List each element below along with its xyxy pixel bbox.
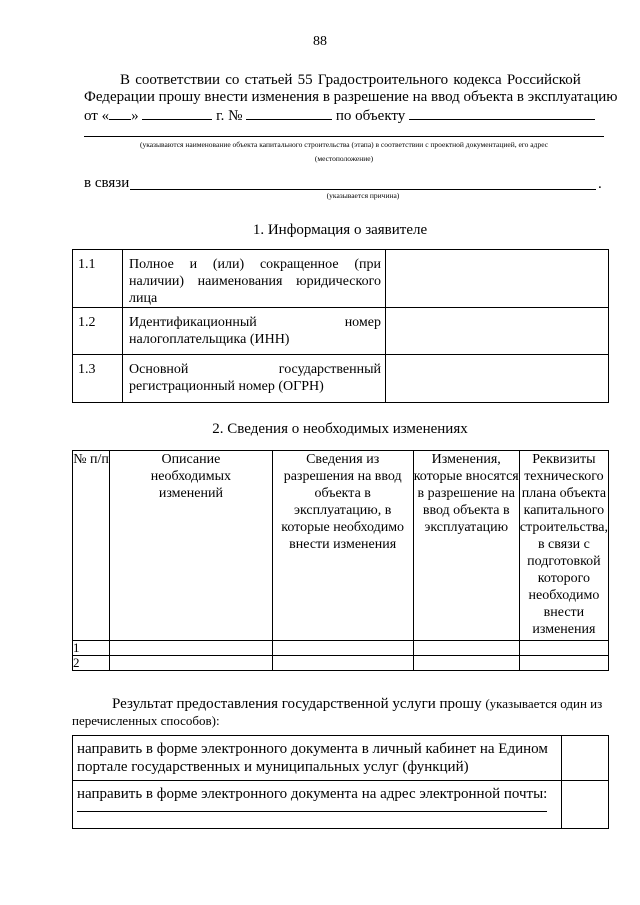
result-options-table — [72, 735, 609, 829]
email-address-field[interactable] — [77, 803, 547, 812]
section1-title: 1. Информация о заявителе — [252, 222, 428, 238]
option-checkbox-portal[interactable] — [562, 736, 609, 781]
table-header-row — [73, 451, 609, 641]
cell-description[interactable] — [110, 641, 273, 656]
reason-line[interactable] — [130, 189, 596, 190]
result-note-b: перечисленных способов): — [72, 713, 220, 728]
date-day-field[interactable] — [109, 107, 131, 120]
object-label: по объекту — [335, 108, 406, 124]
col-header-permit-info: Сведения из разрешения на ввод объекта в эксплуатацию, в которые необходимо внести изменения — [272, 451, 413, 641]
reason-note: (указывается причина) — [326, 191, 400, 200]
row-number: 1 — [73, 641, 110, 656]
page-number: 88 — [313, 34, 327, 49]
table-row — [73, 308, 609, 355]
cell-description[interactable] — [110, 656, 273, 671]
row-label: Основной государственный регистрационный номер (ОГРН) — [123, 355, 386, 403]
date-month-field[interactable] — [142, 107, 212, 120]
object-name-line[interactable] — [84, 136, 604, 137]
option-label-email: направить в форме электронного документа на адрес электронной почты: — [77, 786, 548, 802]
table-row — [73, 656, 609, 671]
reason-period: . — [598, 176, 602, 192]
col-header-description: Описание необходимых изменений — [110, 451, 273, 641]
cell-tech-plan[interactable] — [519, 656, 608, 671]
table-row — [73, 250, 609, 308]
cell-permit-info[interactable] — [272, 656, 413, 671]
table-row — [73, 355, 609, 403]
changes-table — [72, 450, 609, 671]
row-label: Полное и (или) сокращенное (при наличии) наименования юридического лица — [123, 250, 386, 308]
result-option-row — [73, 781, 609, 829]
col-header-changes: Изменения, которые вносятся в разрешение на ввод объекта в эксплуатацию — [413, 451, 519, 641]
year-number-label: г. № — [216, 108, 243, 124]
table-row — [73, 641, 609, 656]
applicant-info-table — [72, 249, 609, 403]
col-header-number: № п/п — [73, 451, 110, 641]
result-note-a: (указывается один из — [485, 696, 603, 711]
location-note: (местоположение) — [314, 154, 374, 163]
permit-number-field[interactable] — [246, 107, 332, 120]
result-label — [112, 696, 602, 713]
result-option-row — [73, 736, 609, 781]
row-number: 2 — [73, 656, 110, 671]
cell-changes[interactable] — [413, 656, 519, 671]
cell-changes[interactable] — [413, 641, 519, 656]
date-from-label: от « — [84, 108, 110, 124]
cell-tech-plan[interactable] — [519, 641, 608, 656]
intro-line-2: Федерации прошу внести изменения в разрешение на ввод объекта в эксплуатацию — [84, 89, 618, 105]
intro-line-1: В соответствии со статьей 55 Градостроительного кодекса Российской — [120, 72, 581, 88]
row-value-field[interactable] — [386, 308, 609, 355]
option-checkbox-email[interactable] — [562, 781, 609, 829]
row-value-field[interactable] — [386, 250, 609, 308]
intro-line-3 — [84, 107, 595, 125]
section2-title: 2. Сведения о необходимых изменениях — [212, 421, 468, 437]
option-label-portal: направить в форме электронного документа в личный кабинет на Едином портале государственных и муниципальных услуг (функций) — [73, 736, 562, 781]
col-header-tech-plan: Реквизиты технического плана объекта капитального строительства, в связи с подготовкой которого необходимо внести изменения — [519, 451, 608, 641]
option-email-cell — [73, 781, 562, 829]
row-number: 1.2 — [73, 308, 123, 355]
object-field[interactable] — [409, 107, 595, 120]
result-text: Результат предоставления государственной услуги прошу — [112, 696, 482, 712]
row-number: 1.3 — [73, 355, 123, 403]
row-label: Идентификационный номер налогоплательщика (ИНН) — [123, 308, 386, 355]
row-number: 1.1 — [73, 250, 123, 308]
in-connection-label: в связи — [84, 175, 130, 191]
row-value-field[interactable] — [386, 355, 609, 403]
object-name-note: (указываются наименование объекта капитального строительства (этапа) в соответствии с проектной документацией, его адрес — [139, 140, 549, 149]
date-quote-close: » — [131, 108, 139, 124]
cell-permit-info[interactable] — [272, 641, 413, 656]
